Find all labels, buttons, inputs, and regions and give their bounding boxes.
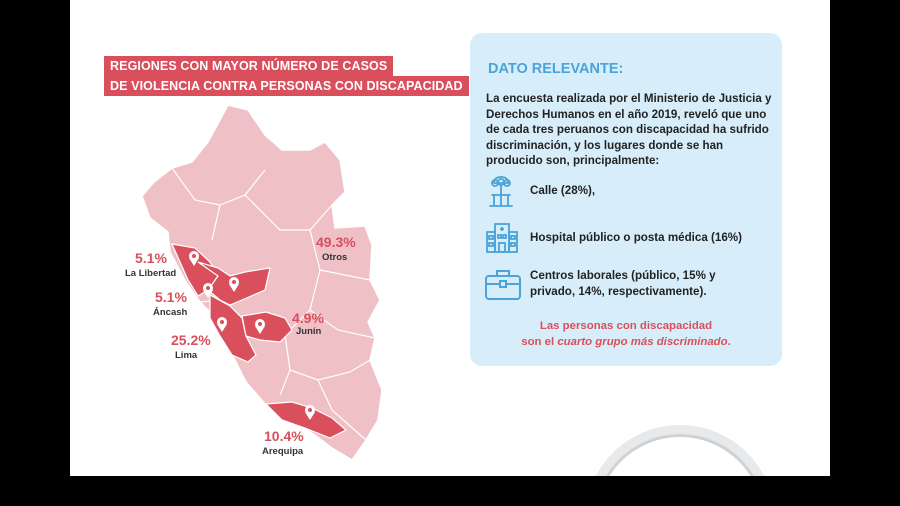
region-name-lima: Lima [175, 350, 198, 361]
list-item-hospital [484, 221, 774, 261]
card-title: DATO RELEVANTE: [488, 61, 624, 77]
infographic-page [70, 0, 830, 476]
region-name-otros: Otros [322, 252, 348, 263]
item-text-centros-laborales: Centros laborales (público, 15% y privado, 14%, respectivamente). [530, 269, 716, 298]
region-pct-ancash: 5.1% [155, 289, 187, 305]
note-prefix: son el [521, 335, 558, 348]
region-name-la-libertad: La Libertad [125, 268, 177, 279]
info-card [470, 33, 782, 366]
region-name-junin: Junín [296, 326, 322, 337]
map-title-line-1: REGIONES CON MAYOR NÚMERO DE CASOS [104, 56, 393, 76]
region-pct-junin: 4.9% [292, 310, 324, 326]
street-lamp-icon [484, 173, 518, 211]
card-note [470, 319, 782, 350]
note-emphasis: cuarto grupo más discriminado [557, 335, 728, 348]
hospital-icon [484, 221, 520, 255]
note-line-2 [470, 335, 782, 351]
note-line-1: Las personas con discapacidad [539, 320, 713, 332]
region-pct-la-libertad: 5.1% [135, 250, 167, 266]
region-pct-otros: 49.3% [316, 234, 356, 250]
item-text-hospital: Hospital público o posta médica (16%) [530, 231, 742, 244]
item-text-calle: Calle (28%), [530, 184, 596, 197]
list-item-calle [484, 173, 774, 213]
card-intro-text: La encuesta realizada por el Ministerio de Justicia y Derechos Humanos en el año 2019, reveló que uno de cada tres peruanos con discapacidad ha sufrido discriminación, y los lugares donde se han producido son, principalmente: [486, 92, 772, 167]
note-suffix: . [727, 335, 731, 348]
briefcase-icon [484, 267, 522, 301]
map-title-line-2: DE VIOLENCIA CONTRA PERSONAS CON DISCAPACIDAD [104, 76, 469, 96]
region-name-arequipa: Arequipa [262, 446, 304, 457]
region-pct-lima: 25.2% [171, 332, 211, 348]
peru-map [70, 0, 470, 476]
region-name-ancash: Áncash [153, 307, 188, 318]
region-pct-arequipa: 10.4% [264, 428, 304, 444]
list-item-centros-laborales [484, 267, 774, 307]
